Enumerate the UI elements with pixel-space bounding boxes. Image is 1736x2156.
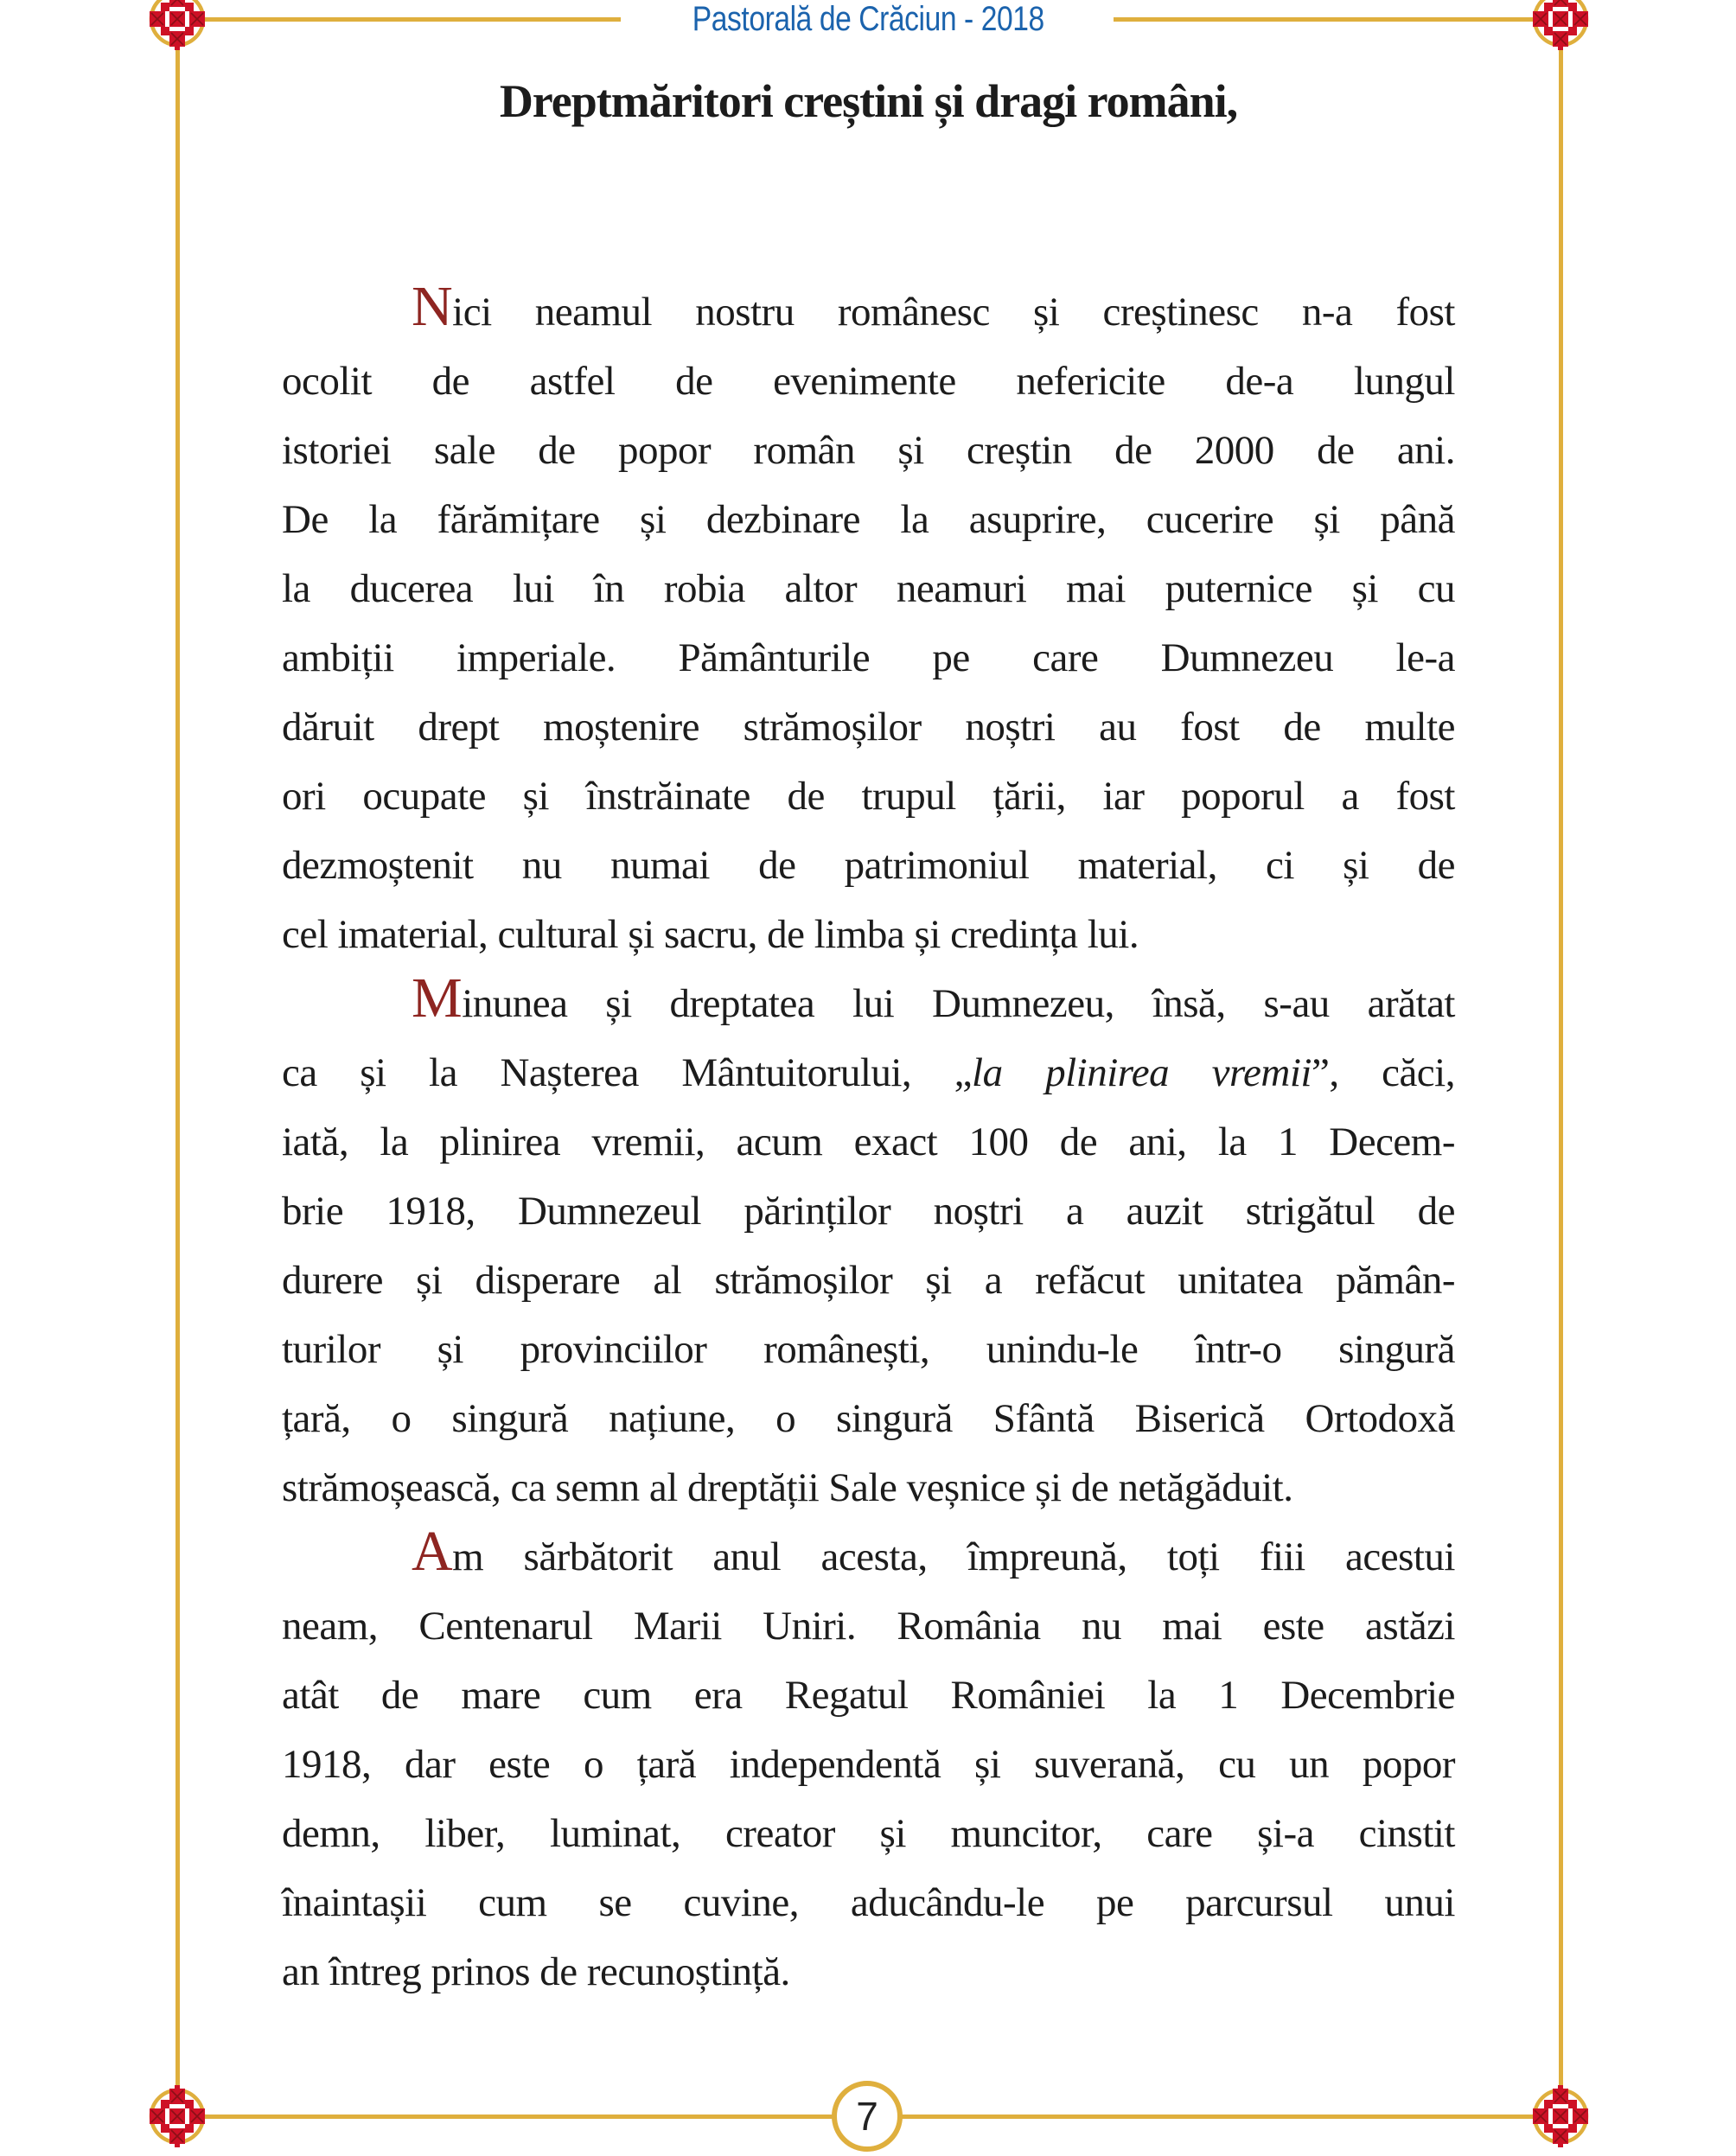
body-text	[282, 277, 1455, 2006]
running-header	[0, 0, 1736, 38]
body-paragraph	[282, 966, 1455, 1522]
paragraph-line: țară, o singură națiune, o singură Sfântă Biserică Ortodoxă	[282, 1396, 1455, 1441]
paragraph-line: brie 1918, Dumnezeul părinților noștri a auzit strigătul de	[282, 1189, 1455, 1234]
paragraph-line: ori ocupate și înstrăinate de trupul țării, iar poporul a fost	[282, 774, 1455, 819]
paragraph-line	[282, 1522, 1455, 1591]
page-number-badge	[832, 2081, 903, 2152]
frame-left-line	[176, 19, 180, 2116]
paragraph-line: înaintașii cum se cuvine, aducându-le pe parcursul unui	[282, 1880, 1455, 1925]
paragraph-line	[282, 277, 1455, 347]
frame-right-line	[1559, 19, 1563, 2116]
paragraph-line: strămoșească, ca semn al dreptății Sale veșnice și de netăgăduit.	[282, 1465, 1293, 1510]
body-paragraph	[282, 277, 1455, 969]
paragraph-line: atât de mare cum era Regatul României la 1 Decembrie	[282, 1673, 1455, 1718]
paragraph-line: dezmoștenit nu numai de patrimoniul material, ci și de	[282, 843, 1455, 888]
paragraph-line: durere și disperare al strămoșilor și a refăcut unitatea pămân-	[282, 1258, 1455, 1303]
cross-stitch-ornament-icon	[146, 2085, 208, 2147]
drop-cap: A	[412, 1520, 453, 1583]
paragraph-line: la ducerea lui în robia altor neamuri mai puternice și cu	[282, 566, 1455, 611]
cross-stitch-ornament-icon	[1529, 2085, 1592, 2147]
page-number: 7	[856, 2094, 878, 2139]
drop-cap: M	[412, 966, 463, 1030]
paragraph-line: ambiții imperiale. Pământurile pe care Dumnezeu le-a	[282, 635, 1455, 680]
running-header-title: Pastorală de Crăciun - 2018	[692, 0, 1044, 38]
paragraph-line: 1918, dar este o țară independentă și suverană, cu un popor	[282, 1742, 1455, 1787]
paragraph-line: demn, liber, luminat, creator și muncitor, care și-a cinstit	[282, 1811, 1455, 1856]
paragraph-line: turilor și provinciilor românești, unindu-le într-o singură	[282, 1327, 1455, 1372]
paragraph-line: iată, la plinirea vremii, acum exact 100 de ani, la 1 Decem-	[282, 1119, 1455, 1164]
paragraph-line-text: ici neamul nostru românesc și creștinesc n-a fost	[452, 290, 1455, 335]
page-title: Dreptmăritori creștini și dragi români,	[499, 75, 1238, 127]
paragraph-line: dăruit drept moștenire strămoșilor noștri au fost de multe	[282, 705, 1455, 749]
body-paragraph	[282, 1522, 1455, 2006]
paragraph-line: an întreg prinos de recunoștință.	[282, 1949, 790, 1994]
paragraph-line: De la fărămițare și dezbinare la asuprire, cucerire și până	[282, 497, 1455, 542]
drop-cap: N	[412, 275, 453, 338]
paragraph-line: neam, Centenarul Marii Uniri. România nu mai este astăzi	[282, 1604, 1455, 1649]
paragraph-line: cel imaterial, cultural și sacru, de limba și credința lui.	[282, 912, 1139, 957]
paragraph-line: ca și la Nașterea Mântuitorului, „la plinirea vremii”, căci,	[282, 1050, 1455, 1095]
paragraph-line-text: m sărbătorit anul acesta, împreună, toți fiii acestui	[452, 1534, 1455, 1579]
paragraph-line: istoriei sale de popor român și creștin de 2000 de ani.	[282, 428, 1455, 473]
paragraph-line-text: inunea și dreptatea lui Dumnezeu, însă, s-au arătat	[462, 981, 1455, 1026]
paragraph-line	[282, 966, 1455, 1038]
paragraph-line: ocolit de astfel de evenimente nefericite de-a lungul	[282, 359, 1455, 404]
